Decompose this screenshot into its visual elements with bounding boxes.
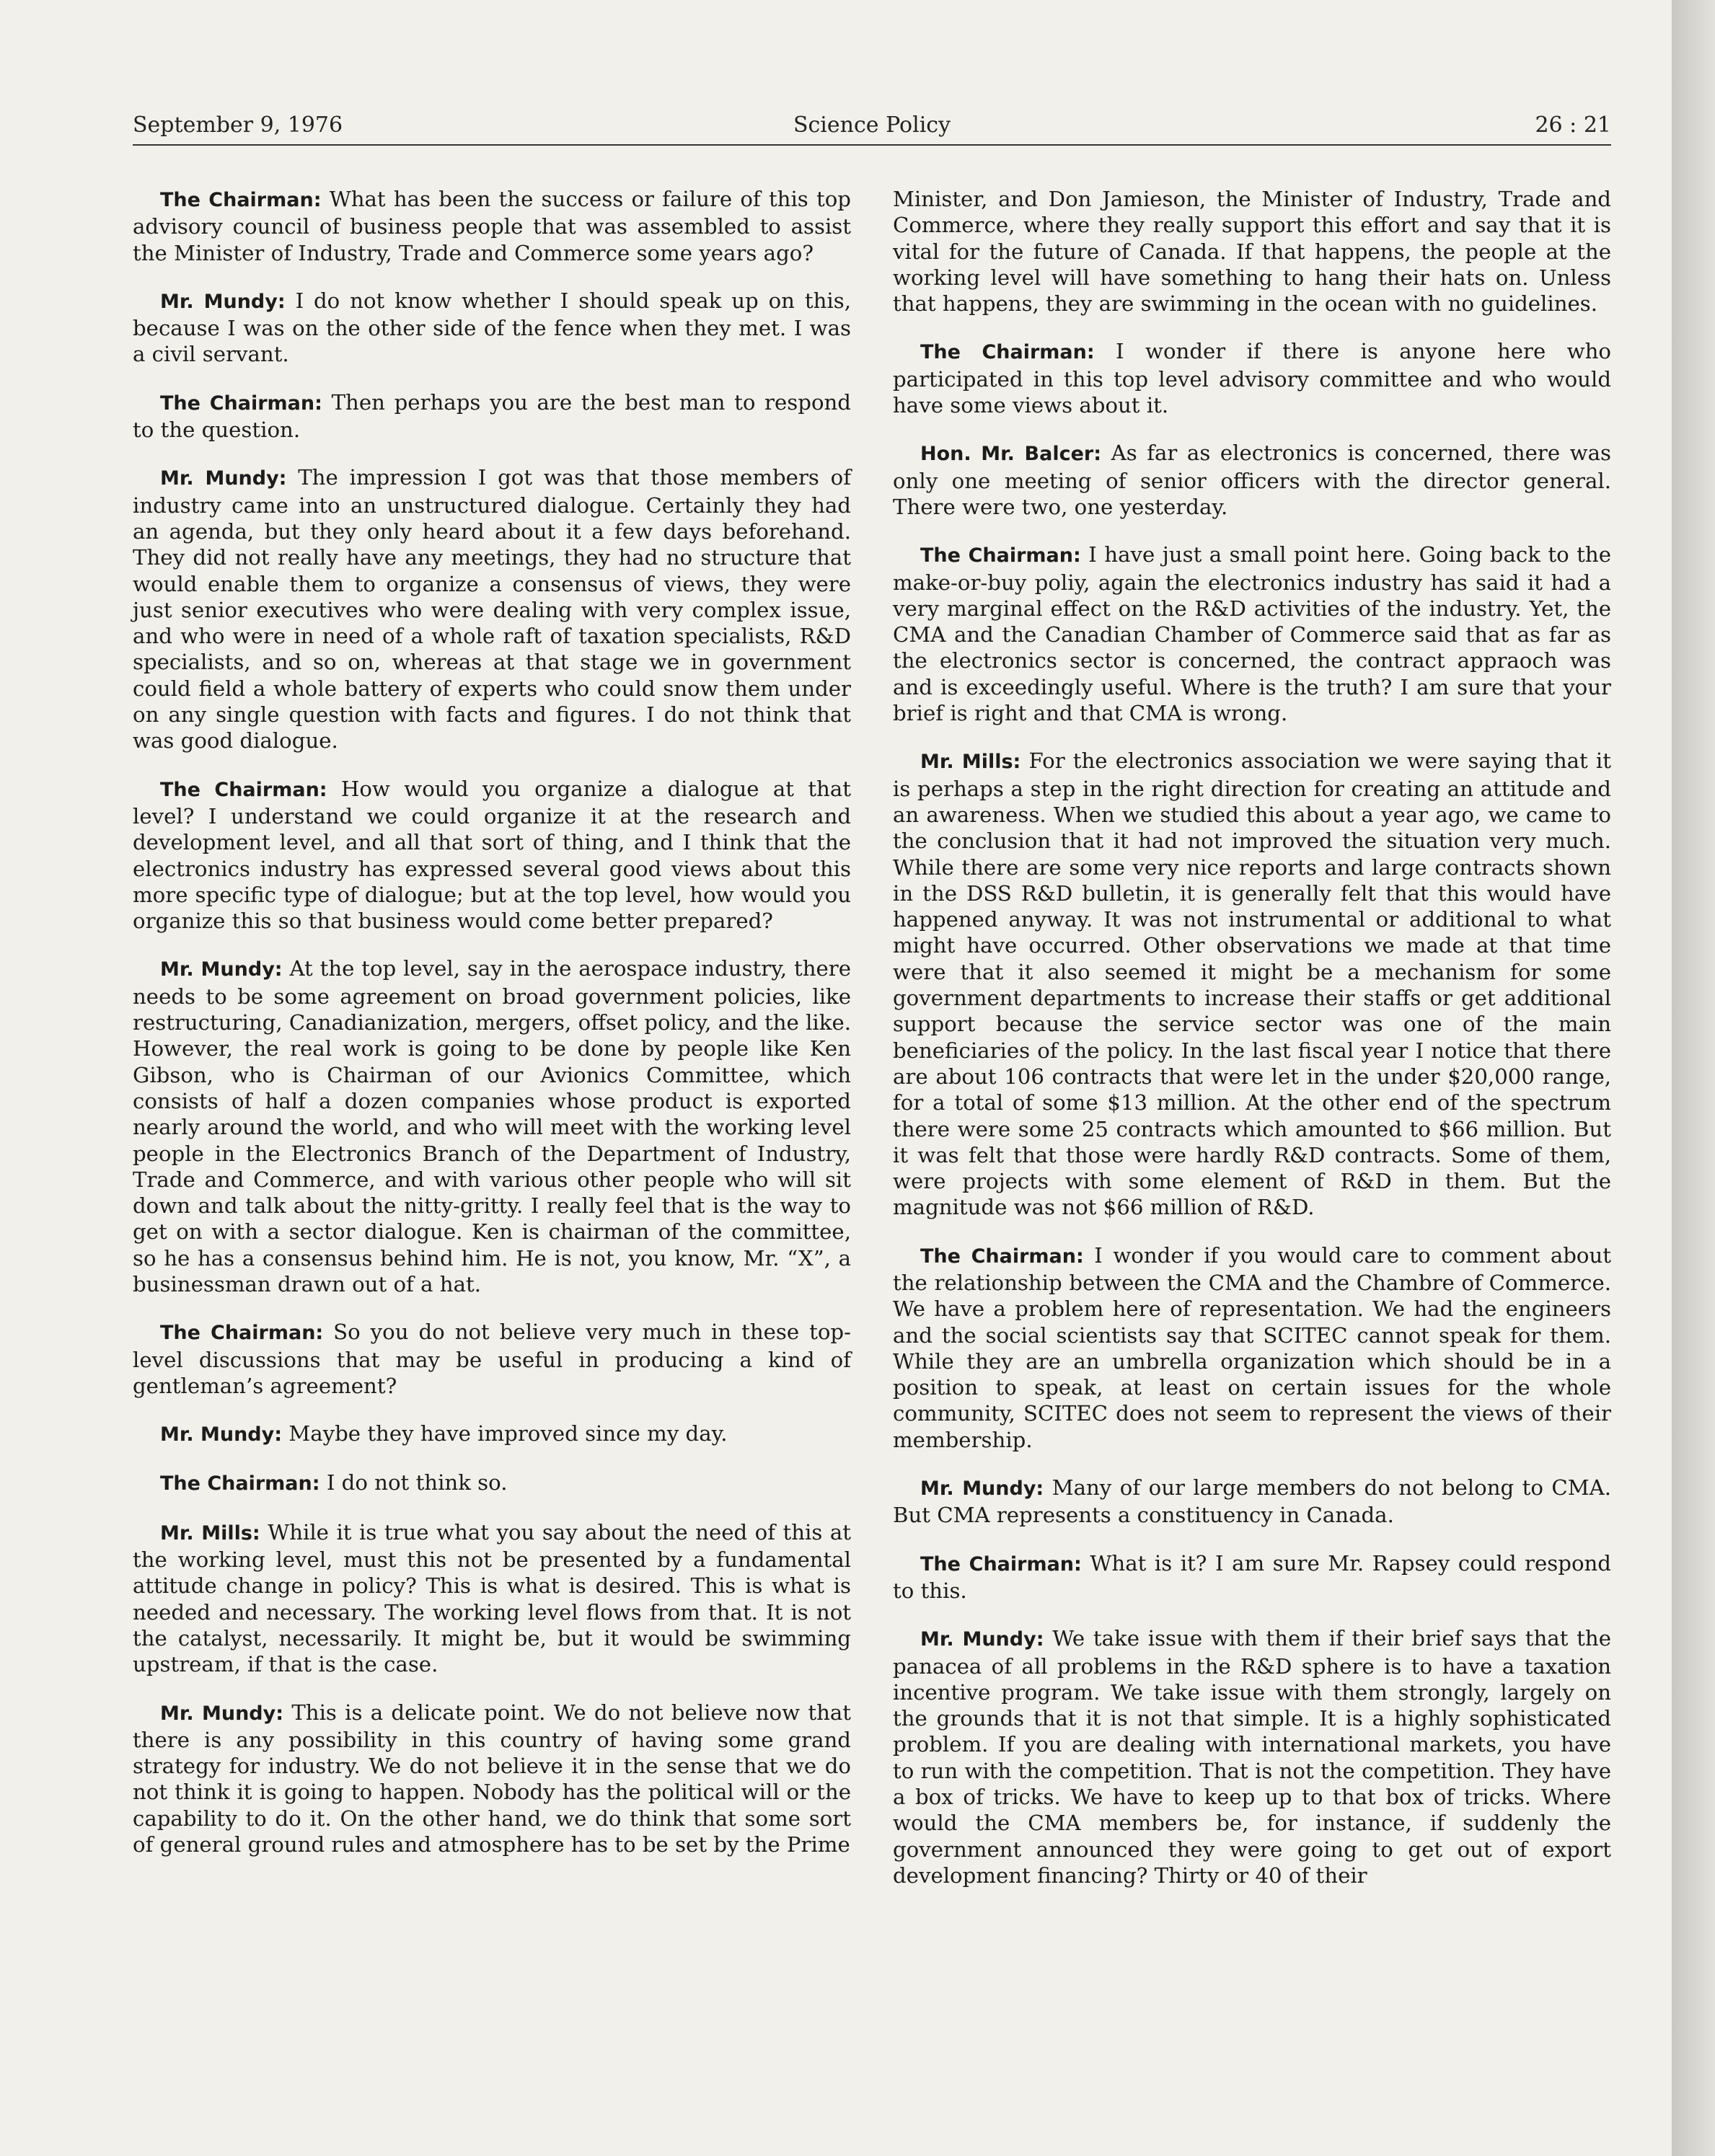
page-header [133, 110, 1611, 146]
speech-text: For the electronics association we were saying that it is perhaps a step in the right direction for creating an attitude and an awareness. When we studied this about a year ago, we came to the conclusion that it had not improved the situation very much. While there are some very nice reports and large contracts shown in the DSS R&D bulletin, it is generally felt that this would have happened anyway. It was not instrumental or additional to what might have occurred. Other observations we made at that time were that it also seemed it might be a mechanism for some government departments to increase their staffs or get additional support because the service sector was one of the main beneficiaries of the policy. In the last fiscal year I notice that there are about 106 contracts that were let in the under $20,000 range, for a total of some $13 million. At the other end of the spectrum there were some 25 contracts which amounted to $66 million. But it was felt that those were hardly R&D contracts. Some of them, were projects with some element of R&D in them. But the magnitude was not $66 million of R&D. [893, 748, 1611, 1220]
speaker-name: The Chairman: [920, 1552, 1082, 1576]
paragraph [893, 1475, 1611, 1529]
speech-text: I do not think so. [326, 1470, 508, 1495]
speech-text: At the top level, say in the aerospace industry, there needs to be some agreement on broad government policies, like restructuring, Canadianization, mergers, offset policy, and the like. However, the real work is going to be done by people like Ken Gibson, who is Chairman of our Avionics Committee, which consists of half a dozen companies whose product is exported nearly around the world, and who will meet with the working level people in the Electronics Branch of the Department of Industry, Trade and Commerce, and with various other people who will sit down and talk about the nitty-gritty. I really feel that is the way to get on with a sector dialogue. Ken is chairman of the committee, so he has a consensus behind him. He is not, you know, Mr. “X”, a businessman drawn out of a hat. [133, 956, 851, 1296]
speaker-name: The Chairman: [160, 392, 322, 415]
paragraph [133, 464, 851, 754]
paragraph [893, 748, 1611, 1220]
paragraph [133, 1421, 851, 1448]
speech-text: Many of our large members do not belong to CMA. But CMA represents a constituency in Canada. [893, 1475, 1612, 1528]
paragraph [893, 338, 1611, 418]
speaker-name: Mr. Mundy: [160, 958, 283, 981]
paragraph [133, 1319, 851, 1399]
speaker-name: Mr. Mundy: [160, 290, 286, 313]
paragraph [133, 389, 851, 443]
paragraph [133, 776, 851, 935]
paragraph [133, 186, 851, 266]
paragraph [893, 1550, 1611, 1604]
paragraph [133, 288, 851, 368]
paragraph [133, 1700, 851, 1858]
speech-text: Then perhaps you are the best man to respond to the question. [133, 389, 851, 443]
speaker-name: Mr. Mundy: [160, 1702, 284, 1725]
paragraph [893, 1242, 1611, 1453]
paragraph [893, 186, 1611, 317]
speaker-name: The Chairman: [920, 341, 1095, 364]
speaker-name: The Chairman: [920, 1245, 1084, 1268]
header-page-number: 26 : 21 [1535, 112, 1611, 138]
paragraph [133, 1519, 851, 1678]
speaker-name: Mr. Mills: [920, 751, 1021, 774]
paragraph [133, 1470, 851, 1497]
speech-text: Minister, and Don Jamieson, the Minister of Industry, Trade and Commerce, where they really support this effort and say that it is vital for the future of Canada. If that happens, the people at the working level will have something to hang their hats on. Unless that happens, they are swimming in the ocean with no guidelines. [893, 187, 1611, 317]
speech-text: We take issue with them if their brief says that the panacea of all problems in the R&D sphere is to have a taxation incentive program. We take issue with them strongly, largely on the grounds that it is not that simple. It is a highly sophisticated problem. If you are dealing with international markets, you have to run with the competition. That is not the competition. They have a box of tricks. We have to keep up to that box of tricks. Where would the CMA members be, for instance, if suddenly the government announced they were going to get out of export development financing? Thirty or 40 of their [893, 1626, 1611, 1888]
speech-text: Maybe they have improved since my day. [288, 1421, 728, 1446]
header-title: Science Policy [793, 112, 951, 138]
speaker-name: Mr. Mills: [160, 1521, 260, 1545]
speech-text: I wonder if you would care to comment about the relationship between the CMA and the Chambre of Commerce. We have a problem here of representation. We had the engineers and the social scientists say that SCITEC cannot speak for them. While they are an umbrella organization which should be in a position to speak, at least on certain issues for the whole community, SCITEC does not seem to represent the views of their membership. [893, 1242, 1612, 1452]
speaker-name: Mr. Mundy: [920, 1477, 1044, 1501]
speaker-name: Mr. Mundy: [160, 467, 287, 490]
paragraph [893, 1625, 1611, 1888]
speech-text: I wonder if there is anyone here who participated in this top level advisory committee and who would have some views about it. [893, 339, 1611, 418]
speech-text: So you do not believe very much in these top-level discussions that may be useful in producing a kind of gentleman’s agreement? [133, 1320, 851, 1398]
speaker-name: The Chairman: [160, 1472, 320, 1495]
paragraph [133, 955, 851, 1297]
paragraph [893, 542, 1611, 726]
speech-text: How would you organize a dialogue at that level? I understand we could organize it at the research and development level, and all that sort of thing, and I think that the electronics industry has expressed several good views about this more specific type of dialogue; but at the top level, how would you organize this so that business would come better prepared? [133, 776, 851, 934]
speech-text: What has been the success or failure of this top advisory council of business people that was assembled to assist the Minister of Industry, Trade and Commerce some years ago? [133, 187, 851, 265]
speech-text: While it is true what you say about the need of this at the working level, must this not be presented by a fundamental attitude change in policy? This is what is desired. This is what is needed and necessary. The working level flows from that. It is not the catalyst, necessarily. It might be, but it would be swimming upstream, if that is the case. [133, 1519, 851, 1677]
speech-text: I have just a small point here. Going back to the make-or-buy poliy, again the electronics industry has said it had a very marginal effect on the R&D activities of the industry. Yet, the CMA and the Canadian Chamber of Commerce said that as far as the electronics sector is concerned, the contract appraoch was and is exceedingly useful. Where is the truth? I am sure that your brief is right and that CMA is wrong. [893, 542, 1611, 726]
left-column [133, 186, 851, 2032]
page-edge [1672, 0, 1715, 2156]
speaker-name: Hon. Mr. Balcer: [920, 443, 1102, 466]
speech-text: As far as electronics is concerned, there was only one meeting of senior officers with the director general. There were two, one yesterday. [893, 441, 1612, 519]
speaker-name: The Chairman: [160, 778, 327, 801]
header-date: September 9, 1976 [133, 112, 343, 138]
right-column [893, 186, 1611, 2032]
speech-text: I do not know whether I should speak up on this, because I was on the other side of the fence when they met. I was a civil servant. [133, 288, 852, 367]
speech-text: What is it? I am sure Mr. Rapsey could respond to this. [893, 1550, 1611, 1603]
speaker-name: The Chairman: [920, 544, 1081, 567]
paragraph [893, 440, 1611, 520]
speaker-name: Mr. Mundy: [920, 1628, 1044, 1651]
speech-text: The impression I got was that those members of industry came into an unstructured dialogue. Certainly they had an agenda, but they only heard about it a few days beforehand. They did not really have any meetings, they had no structure that would enable them to organize a consensus of views, they were just senior executives who were dealing with very complex issue, and who were in need of a whole raft of taxation specialists, R&D specialists, and so on, whereas at that stage we in government could field a whole battery of experts who could snow them under on any single question with facts and figures. I do not think that was good dialogue. [133, 465, 851, 754]
speaker-name: The Chairman: [160, 189, 322, 211]
speaker-name: Mr. Mundy: [160, 1423, 283, 1446]
speech-text: This is a delicate point. We do not believe now that there is any possibility in this country of having some grand strategy for industry. We do not believe it in the sense that we do not think it is going to happen. Nobody has the political will or the capability to do it. On the other hand, we do think that some sort of general ground rules and atmosphere has to be set by the Prime [133, 1700, 852, 1857]
speaker-name: The Chairman: [160, 1322, 324, 1345]
